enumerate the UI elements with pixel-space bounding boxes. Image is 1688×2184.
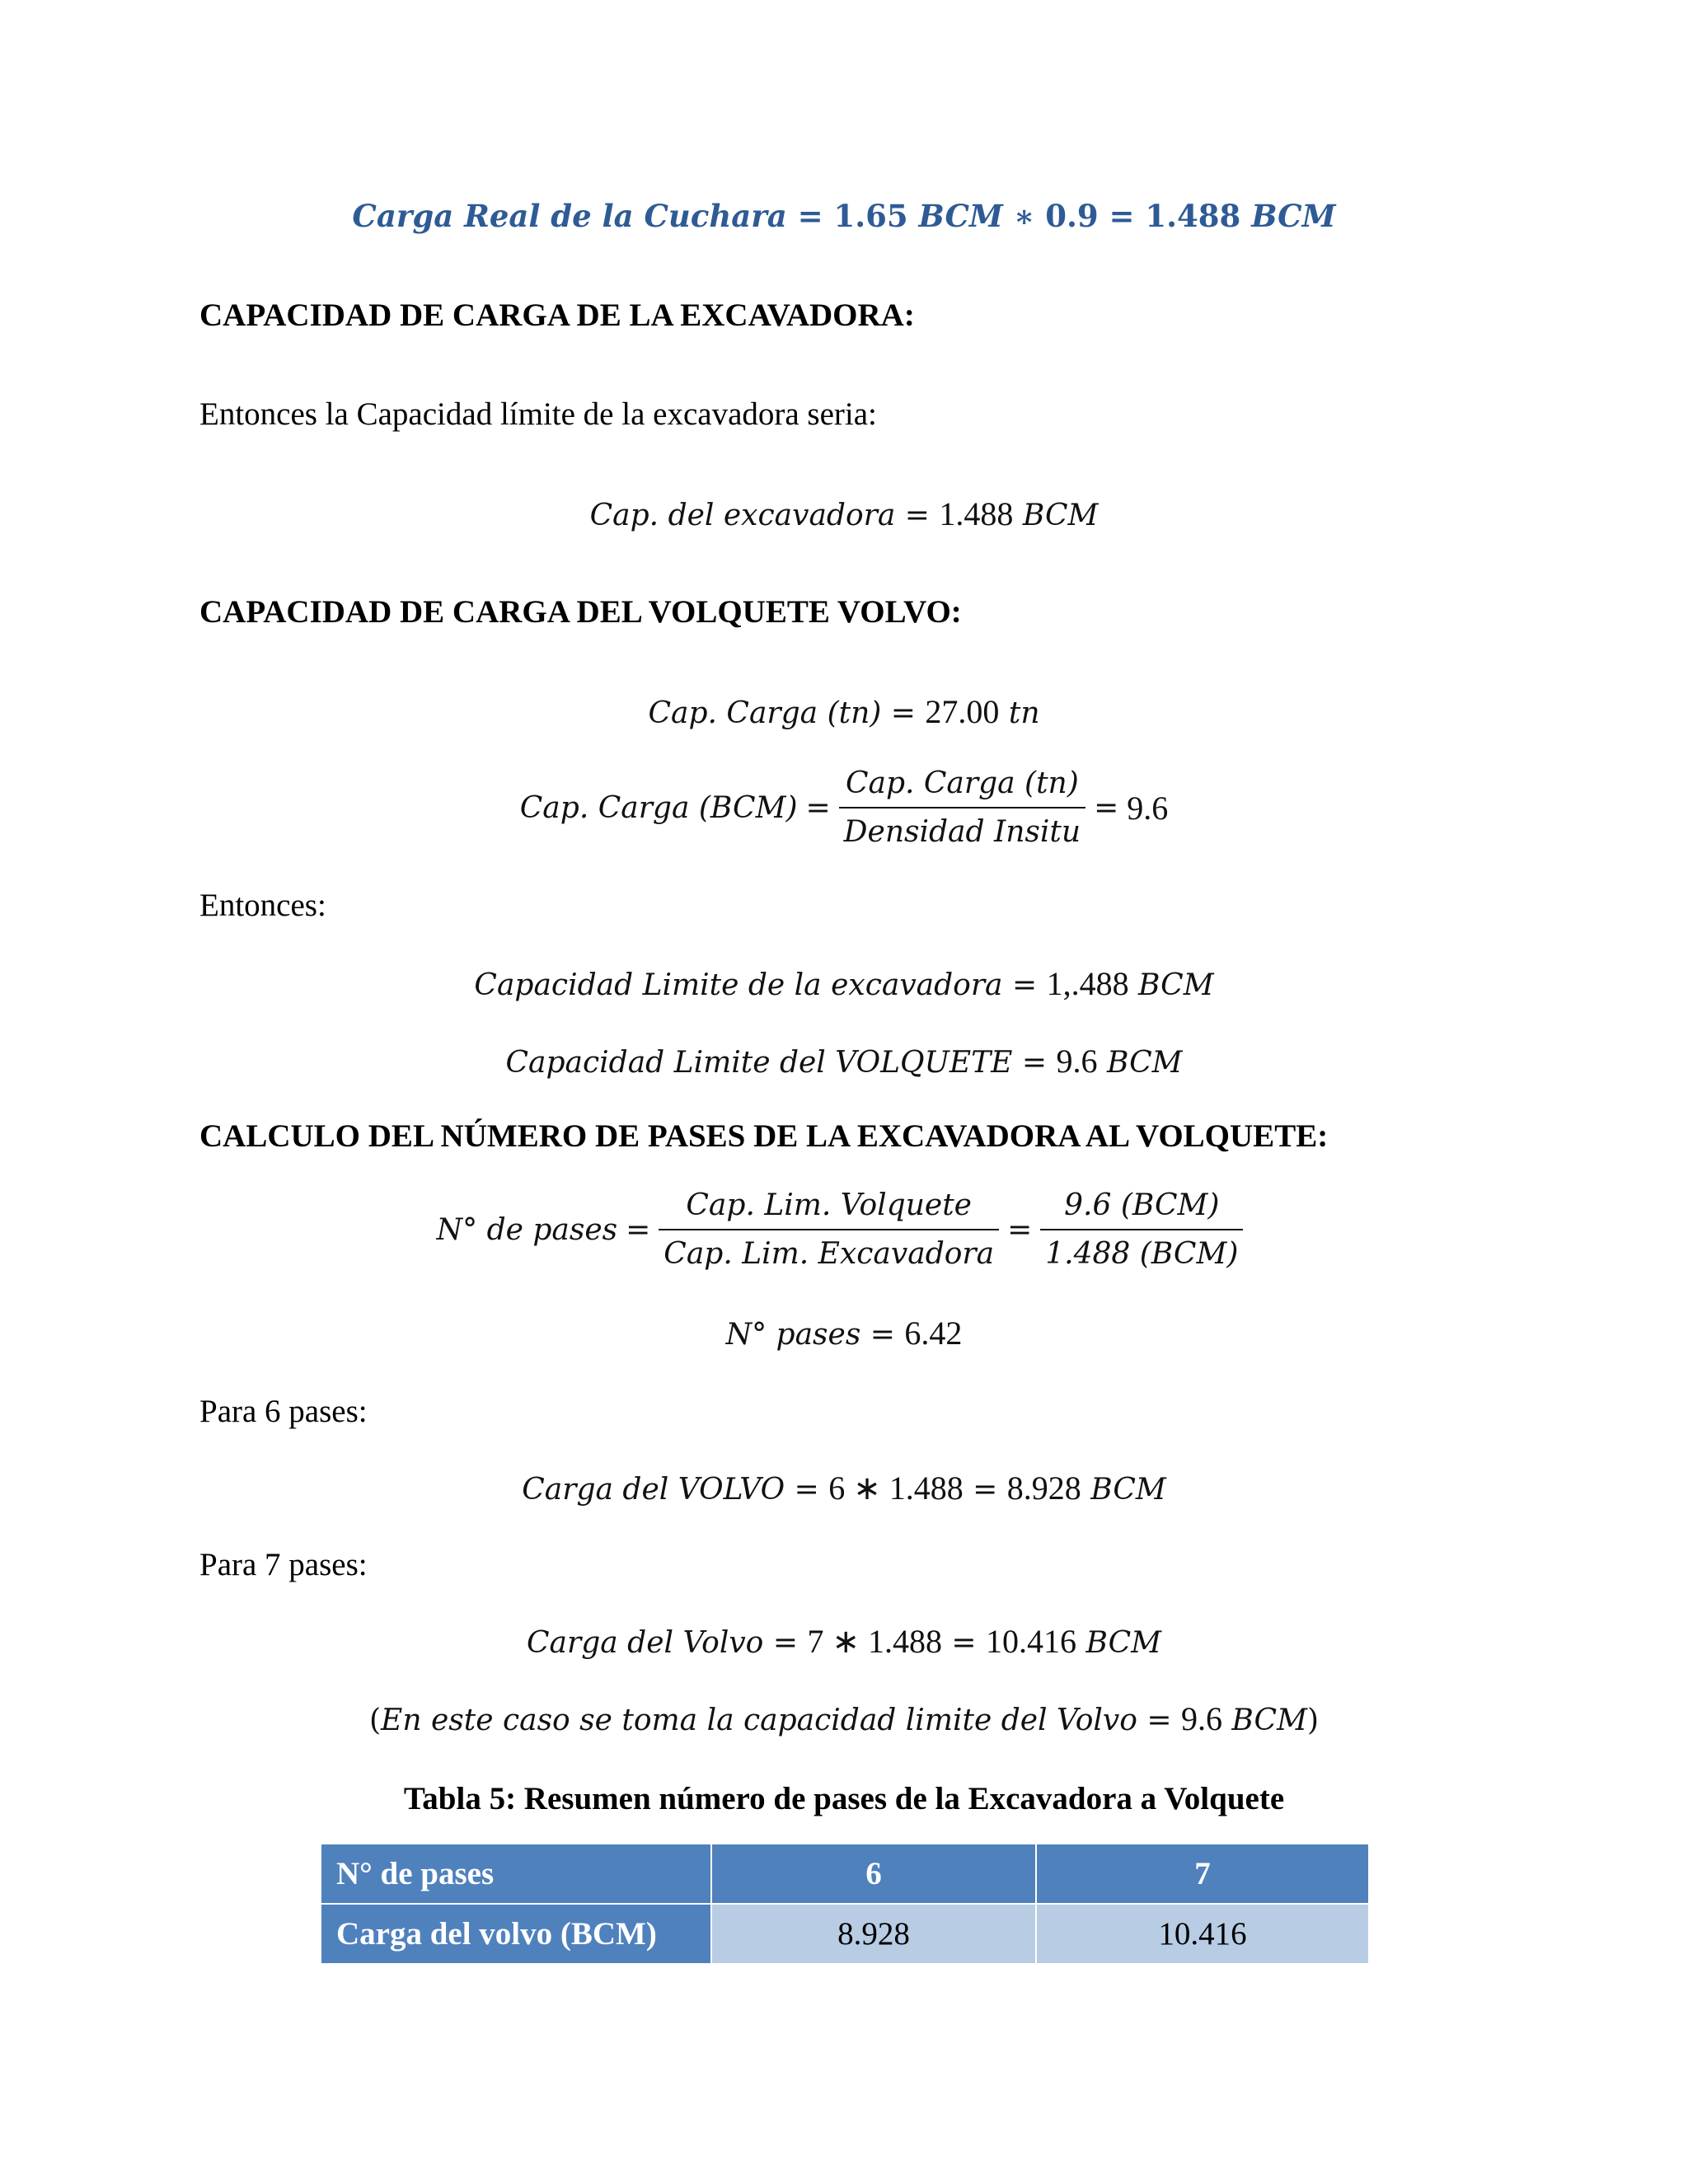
eq9-equals-2: = <box>973 1473 998 1507</box>
eq11-value: 9.6 <box>1180 1700 1222 1737</box>
eq2-equals: = <box>904 499 930 532</box>
eq4-fraction <box>839 766 1085 849</box>
eq5-value: 1,.488 <box>1046 965 1129 1002</box>
eq7-denominator-1: Cap. Lim. Excavadora <box>659 1229 999 1271</box>
cell-load-7: 10.416 <box>1036 1904 1369 1964</box>
summary-table <box>320 1843 1370 1965</box>
equation-excavator-limit <box>0 964 1688 1003</box>
eq11-close-paren: ) <box>1306 1704 1319 1737</box>
cell-load-6: 8.928 <box>711 1904 1036 1964</box>
equation-truck-capacity-bcm <box>0 766 1688 849</box>
eq5-unit: BCM <box>1138 968 1214 1002</box>
eq4-lhs: Cap. Carga (BCM) <box>519 790 798 825</box>
eq6-equals: = <box>1021 1046 1048 1080</box>
eq3-unit: tn <box>1008 696 1040 730</box>
paragraph-entonces: Entonces: <box>199 888 326 923</box>
eq4-equals-2: = <box>1094 790 1119 825</box>
eq7-numerator-1: Cap. Lim. Volquete <box>686 1188 972 1222</box>
eq1-result: 1.488 <box>1145 198 1241 234</box>
eq5-lhs: Capacidad Limite de la excavadora <box>474 968 1003 1002</box>
eq1-unit-result: BCM <box>1251 198 1336 234</box>
paragraph-six-passes: Para 6 pases: <box>199 1394 368 1429</box>
header-cell-passes: N° de pases <box>321 1844 711 1904</box>
equation-passes-result <box>0 1314 1688 1352</box>
eq8-value: 6.42 <box>904 1315 963 1352</box>
eq3-equals: = <box>890 696 916 730</box>
eq8-lhs: N° pases <box>725 1318 861 1352</box>
equation-real-bucket-load <box>0 198 1688 234</box>
eq11-text: En este caso se toma la capacidad limite del Volvo <box>381 1704 1137 1737</box>
eq6-value: 9.6 <box>1056 1043 1098 1080</box>
eq4-equals: = <box>805 790 831 825</box>
eq7-denominator-2: 1.488 (BCM) <box>1040 1229 1243 1271</box>
table-header-row <box>321 1844 1369 1904</box>
eq2-value: 1.488 <box>939 495 1014 532</box>
eq10-unit: BCM <box>1085 1626 1162 1660</box>
eq9-equals: = <box>794 1473 819 1507</box>
paragraph-excavator-limit: Entonces la Capacidad límite de la excavadora seria: <box>199 396 877 432</box>
eq10-lhs: Carga del Volvo <box>526 1626 764 1660</box>
equation-truck-limit <box>0 1042 1688 1080</box>
eq1-unit-a: BCM <box>918 198 1003 234</box>
eq10-equals-2: = <box>951 1626 977 1660</box>
eq7-equals: = <box>626 1212 651 1247</box>
heading-truck-capacity: CAPACIDAD DE CARGA DEL VOLQUETE VOLVO: <box>199 594 962 630</box>
eq4-numerator: Cap. Carga (tn) <box>845 766 1079 800</box>
heading-passes-calculation: CALCULO DEL NÚMERO DE PASES DE LA EXCAVADORA AL VOLQUETE: <box>199 1118 1329 1154</box>
eq3-lhs: Cap. Carga (tn) <box>648 696 882 730</box>
eq7-lhs: N° de pases <box>436 1212 618 1247</box>
eq9-lhs: Carga del VOLVO <box>522 1473 785 1507</box>
eq7-numerator-2: 9.6 (BCM) <box>1064 1188 1220 1222</box>
eq1-equals-2: = <box>1109 198 1135 234</box>
table-caption: Tabla 5: Resumen número de pases de la Excavadora a Volquete <box>403 1781 1285 1816</box>
eq7-fraction-1 <box>659 1188 999 1271</box>
paragraph-seven-passes: Para 7 pases: <box>199 1547 368 1582</box>
eq11-open-paren: ( <box>369 1704 382 1737</box>
eq9-value: 8.928 <box>1006 1469 1081 1507</box>
eq1-equals: = <box>797 198 823 234</box>
eq2-unit: BCM <box>1022 499 1099 532</box>
equation-truck-capacity-tn <box>0 692 1688 731</box>
eq10-expression: 7 ∗ 1.488 <box>807 1623 942 1660</box>
eq4-denominator: Densidad Insitu <box>839 807 1085 849</box>
eq10-value: 10.416 <box>986 1623 1077 1660</box>
table-row <box>321 1904 1369 1964</box>
eq7-fraction-2 <box>1040 1188 1243 1271</box>
eq9-unit: BCM <box>1090 1473 1166 1507</box>
eq6-lhs: Capacidad Limite del VOLQUETE <box>505 1046 1013 1080</box>
eq1-lhs: Carga Real de la Cuchara <box>352 198 787 234</box>
header-cell-6: 6 <box>711 1844 1036 1904</box>
eq6-unit: BCM <box>1107 1046 1183 1080</box>
eq1-times: ∗ <box>1013 198 1035 234</box>
eq8-equals: = <box>870 1318 895 1352</box>
row-label-load: Carga del volvo (BCM) <box>321 1904 711 1964</box>
equation-excavator-capacity <box>0 494 1688 533</box>
equation-note-volvo-limit <box>0 1699 1688 1738</box>
eq2-lhs: Cap. del excavadora <box>589 499 896 532</box>
eq7-equals-2: = <box>1007 1212 1033 1247</box>
heading-excavator-capacity: CAPACIDAD DE CARGA DE LA EXCAVADORA: <box>199 298 915 333</box>
header-cell-7: 7 <box>1036 1844 1369 1904</box>
eq11-unit: BCM <box>1231 1704 1307 1737</box>
eq5-equals: = <box>1011 968 1038 1002</box>
eq9-expression: 6 ∗ 1.488 <box>828 1469 964 1507</box>
eq10-equals: = <box>772 1626 798 1660</box>
eq3-value: 27.00 <box>925 693 1000 730</box>
eq1-a: 1.65 <box>833 198 908 234</box>
equation-number-of-passes <box>0 1188 1688 1271</box>
eq4-value: 9.6 <box>1127 789 1169 827</box>
eq11-equals: = <box>1146 1704 1172 1737</box>
equation-load-seven-passes <box>0 1622 1688 1661</box>
equation-load-six-passes <box>0 1469 1688 1507</box>
eq1-b: 0.9 <box>1045 198 1099 234</box>
